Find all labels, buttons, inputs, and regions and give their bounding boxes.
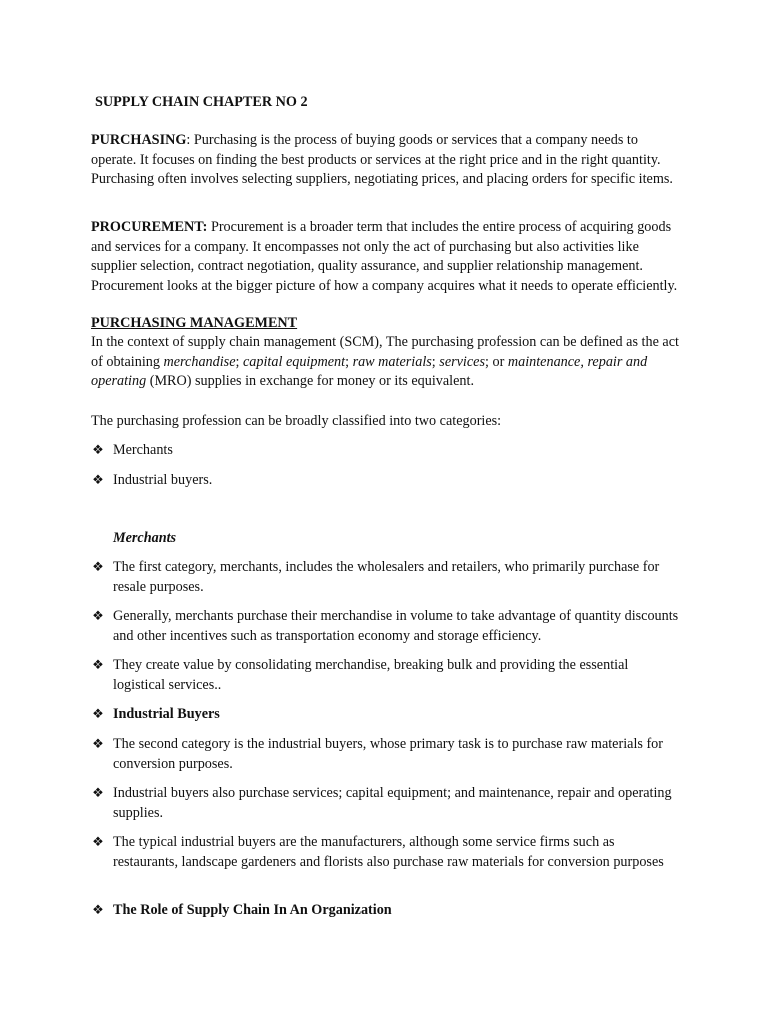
purchasing-term: PURCHASING — [91, 132, 187, 148]
diamond-bullet-icon: ❖ — [92, 835, 104, 850]
diamond-bullet-icon: ❖ — [92, 560, 104, 575]
procurement-paragraph — [91, 218, 683, 296]
diamond-bullet-icon: ❖ — [92, 737, 104, 752]
list-item: ❖ Generally, merchants purchase their merchandise in volume to take advantage of quantity discounts and other incentives such as transportation economy and storage efficiency. — [92, 608, 679, 644]
list-item: ❖ The first category, merchants, includes the wholesalers and retailers, who primarily purchase for resale purposes. — [92, 559, 660, 595]
procurement-definition: Procurement is a broader term that includes the entire process of acquiring goods and services for a company. It encompasses not only the act of purchasing but also activities like supplier selection, contract negotiation, quality assurance, and supplier relationship management. Procurement looks at the bigger picture of how a company acquires what it needs to operate efficiently. — [91, 219, 678, 294]
diamond-bullet-icon: ❖ — [92, 609, 104, 624]
diamond-bullet-icon: ❖ — [92, 786, 104, 801]
purchasing-management-intro: In the context of supply chain management (SCM), The purchasing profession can be defined as the act of obtaining merchandise; capital equipment; raw materials; services; or maintenance, repair and operating (MRO) supplies in exchange for money or its equivalent. — [91, 334, 679, 389]
diamond-bullet-icon: ❖ — [92, 658, 104, 673]
merchants-heading: Merchants — [113, 530, 177, 546]
list-item: ❖ They create value by consolidating merchandise, breaking bulk and providing the essential logistical services.. — [92, 657, 629, 693]
role-heading: ❖ The Role of Supply Chain In An Organization — [91, 901, 683, 921]
list-item: ❖ Industrial buyers also purchase services; capital equipment; and maintenance, repair and operating supplies. — [92, 785, 672, 821]
purchasing-paragraph — [91, 131, 683, 190]
purchasing-definition: : Purchasing is the process of buying goods or services that a company needs to operate. It focuses on finding the best products or services at the right price and in the right quantity. Purchasing often involves selecting suppliers, negotiating prices, and placing orders for specific items. — [91, 132, 673, 187]
categories-intro: The purchasing profession can be broadly classified into two categories: — [91, 413, 502, 429]
list-item: ❖ The typical industrial buyers are the manufacturers, although some service firms such as restaurants, landscape gardeners and florists also purchase raw materials for conversion purposes — [92, 834, 664, 870]
list-item: ❖ The second category is the industrial buyers, whose primary task is to purchase raw materials for conversion purposes. — [92, 736, 663, 772]
term-mro: maintenance, repair and operating — [91, 353, 648, 389]
diamond-bullet-icon: ❖ — [92, 443, 104, 458]
term-services: services — [439, 353, 485, 370]
diamond-bullet-icon: ❖ — [92, 473, 104, 488]
term-merchandise: merchandise — [163, 353, 236, 370]
diamond-bullet-icon: ❖ — [92, 903, 104, 918]
diamond-bullet-icon: ❖ — [92, 707, 104, 722]
purchasing-management-heading: PURCHASING MANAGEMENT — [91, 315, 298, 331]
term-raw-materials: raw materials — [352, 353, 432, 370]
industrial-buyers-heading: ❖ Industrial Buyers — [91, 705, 683, 725]
list-item: ❖ Industrial buyers. — [91, 471, 683, 491]
page-title: SUPPLY CHAIN CHAPTER NO 2 — [95, 94, 308, 110]
procurement-term: PROCUREMENT: — [91, 219, 208, 235]
term-capital-equipment: capital equipment — [243, 353, 346, 370]
list-item: ❖ Merchants — [91, 441, 683, 461]
